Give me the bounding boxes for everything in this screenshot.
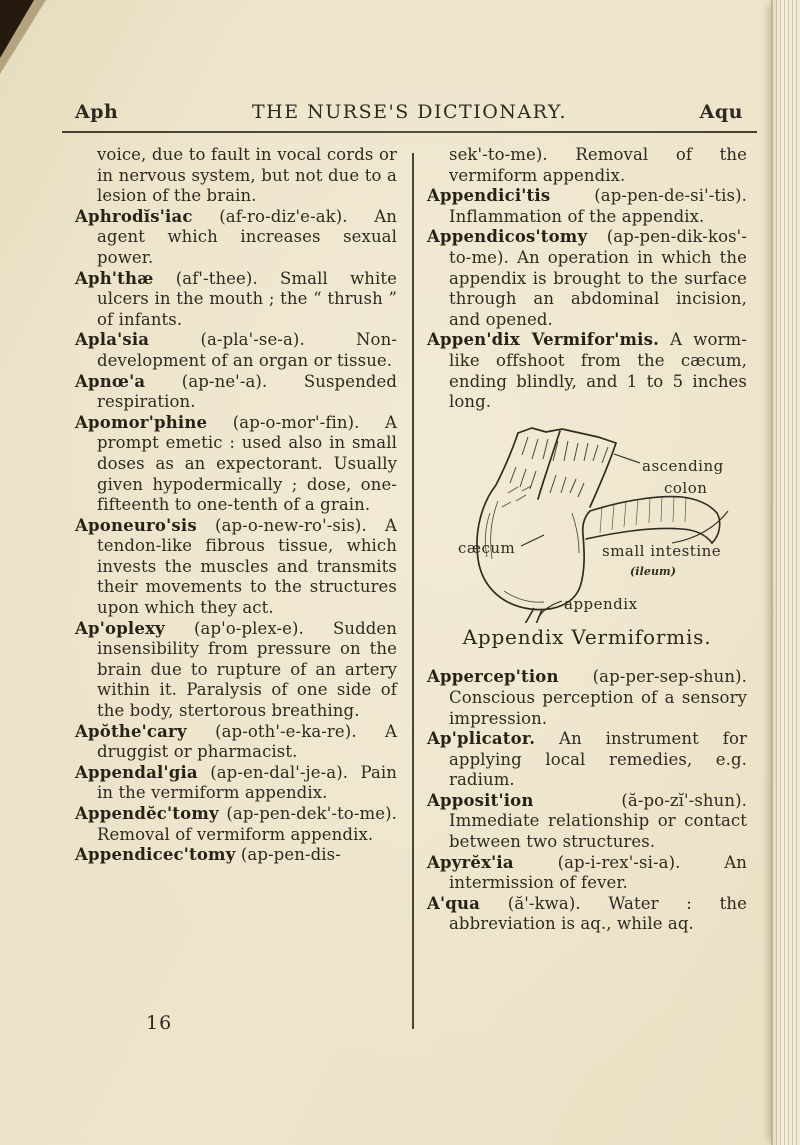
entry-term: Appercep'tion xyxy=(427,667,559,687)
figure-caption: Appendix Vermiformis. xyxy=(462,624,712,649)
entry-term: A'qua xyxy=(427,893,481,913)
entry-body: (ap-en-dal'-je-a). Pain in the vermiform appendix. xyxy=(97,762,397,803)
page-number: 16 xyxy=(146,1012,173,1034)
guide-word-left: Aph xyxy=(75,101,119,123)
entry-body: A worm-like offshoot from the cæcum, ending blindly, and 1 to 5 inches long. xyxy=(449,330,747,412)
entry-term: Appendicec'tomy xyxy=(75,845,236,865)
entry-body: (a-pla'-se-a). Non-development of an organ or tissue. xyxy=(97,330,397,370)
dict-entry-apposition xyxy=(427,791,747,853)
dict-entry-aphthae xyxy=(75,269,397,331)
entry-continuation: sek'-to-me). Removal of the vermiform appendix. xyxy=(449,145,747,185)
entry-term: Appen'dix Vermifor'mis. xyxy=(427,330,660,350)
appendix-diagram xyxy=(432,427,742,623)
dict-entry-applicator xyxy=(427,729,747,791)
dict-entry-aponeurosis xyxy=(75,516,397,619)
label-appendix: appendix xyxy=(564,594,638,613)
entry-body: An instrument for applying local remedies, e.g. radium. xyxy=(449,729,747,790)
dict-entry-apnoea xyxy=(75,372,397,413)
left-column xyxy=(75,145,397,866)
entry-body: (ap-o-new-ro'-sis). A tendon-like fibrous tissue, which invests the muscles and transmits their movements to the structures upon which they act. xyxy=(97,515,397,618)
entry-body: (ap-pen-dik-kos'-to-me). An operation in which the appendix is brought to the surface through an abdominal incision, and opened. xyxy=(449,227,747,329)
label-ascending-colon-line2: colon xyxy=(664,478,708,497)
entry-term: Aph'thæ xyxy=(75,268,154,288)
entry-body: (af-ro-diz'e-ak). An agent which increases sexual power. xyxy=(97,206,397,267)
entry-body: (af'-thee). Small white ulcers in the mouth ; the “ thrush ” of infants. xyxy=(97,268,397,329)
column-divider xyxy=(412,153,414,1029)
entry-term: Appendicos'tomy xyxy=(427,227,588,247)
entry-body: (ap'o-plex-e). Sudden insensibility from pressure on the brain due to rupture of an artery within it. Paralysis of one side of the body, stertorous breathing. xyxy=(97,618,397,721)
label-ascending-colon-line1: ascending xyxy=(642,456,724,475)
entry-body: (ap-pen-dis- xyxy=(240,845,341,865)
entry-term: Ap'oplexy xyxy=(75,618,165,638)
entry-term: Apposit'ion xyxy=(427,790,534,810)
entry-body: (ap-pen-de-si'-tis). Inflammation of the appendix. xyxy=(449,186,747,226)
page-title: THE NURSE'S DICTIONARY. xyxy=(252,101,567,123)
entry-body: (ap-oth'-e-ka-re). A druggist or pharmacist. xyxy=(97,721,397,762)
corner-shadow-inner xyxy=(0,0,34,58)
dict-entry-appendalgia xyxy=(75,763,397,804)
entry-term: Apnœ'a xyxy=(75,371,146,391)
entry-body: (ă-po-zĭ'-shun). Immediate relationship or contact between two structures. xyxy=(449,790,747,852)
entry-term: Aponeuro'sis xyxy=(75,515,197,535)
entry-body: (ap-i-rex'-si-a). An intermission of fever. xyxy=(449,852,747,893)
guide-word-right: Aqu xyxy=(699,101,743,123)
dict-entry-aphrodisiac xyxy=(75,207,397,269)
entry-term: Apyrĕx'ia xyxy=(427,852,514,872)
dict-entry-appendectomy xyxy=(75,804,397,845)
entry-term: Appendĕc'tomy xyxy=(75,804,219,823)
entry-body: (ap-per-sep-shun). Conscious perception of a sensory impression. xyxy=(449,667,747,728)
page-corner-shadow xyxy=(0,0,70,110)
entry-term: Aphrodĭs'iac xyxy=(75,206,193,226)
dict-entry-aplasia xyxy=(75,330,397,371)
entry-body: (ă'-kwa). Water : the abbreviation is aq., while aq. xyxy=(449,893,747,934)
entry-body: (ap-ne'-a). Suspended respiration. xyxy=(97,371,397,412)
header-rule xyxy=(62,131,757,133)
running-header xyxy=(62,101,757,127)
dict-entry-appendicostomy xyxy=(427,227,747,330)
entry-term: Apomor'phine xyxy=(75,412,208,432)
corner-shadow-outer xyxy=(0,0,46,74)
entry-continuation: voice, due to fault in vocal cords or in nervous system, but not due to a lesion of the brain. xyxy=(97,145,397,206)
entry-body: (ap-pen-dek'-to-me). Removal of vermiform appendix. xyxy=(97,804,397,844)
entry-body: (ap-o-mor'-fin). A prompt emetic : used also in small doses as an expectorant. Usually given hypodermically ; dose, one-fifteenth to one-tenth of a grain. xyxy=(97,412,397,515)
entry-term: Appendici'tis xyxy=(427,186,551,206)
dict-entry-apoplexy xyxy=(75,619,397,722)
dict-entry-apyrexia xyxy=(427,853,747,894)
label-ileum: (ileum) xyxy=(630,564,677,578)
dict-entry-aqua xyxy=(427,894,747,935)
entry-term: Apŏthe'cary xyxy=(75,721,187,741)
dict-entry-appendicitis xyxy=(427,186,747,227)
dict-entry-apothecary xyxy=(75,722,397,763)
entry-term: Apla'sia xyxy=(75,330,150,350)
right-column xyxy=(427,145,747,935)
dict-entry-apomorphine xyxy=(75,413,397,516)
dict-entry-apperception xyxy=(427,667,747,729)
anatomical-figure xyxy=(427,427,747,648)
dict-entry-appendicectomy xyxy=(75,845,397,866)
book-page-edges xyxy=(771,0,800,1145)
label-caecum: cæcum xyxy=(458,538,516,557)
entry-term: Appendal'gia xyxy=(75,762,198,782)
entry-term: Ap'plicator. xyxy=(427,729,536,749)
label-small-intestine: small intestine xyxy=(602,541,722,560)
dict-entry-appendix-vermiformis xyxy=(427,330,747,412)
